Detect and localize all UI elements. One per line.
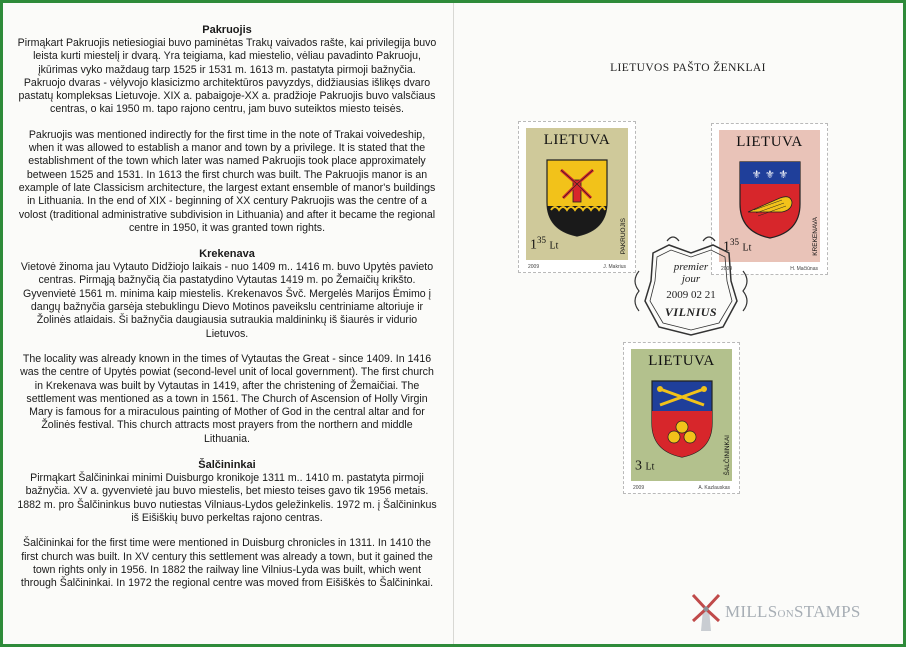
watermark-text-main: MILLS (725, 602, 778, 621)
page-title: LIETUVOS PAŠTO ŽENKLAI (610, 62, 766, 74)
watermark-text-end: STAMPS (794, 602, 861, 621)
pakruojis-coat-of-arms (545, 158, 609, 238)
heading-krekenava: Krekenava (199, 248, 255, 261)
salcininkai-en: Šalčininkai for the first time were mentioned in Duisburg chronicles in 1311. In 1410 the first church was built. In XV century this settlement was already a town, but it gained the town rights only in 1956. In 1882 the railway line Vilnius-Lyda was built, which went through Šalčininkai. In 1972 the regional centre was moved from Eišiškės to Šalčininkai. (20, 537, 434, 590)
center-fold (453, 3, 454, 644)
heading-pakruojis: Pakruojis (202, 24, 252, 36)
stamp-town-name: KREKENAVA (812, 217, 819, 256)
salcininkai-coat-of-arms (650, 379, 714, 459)
krekenava-coat-of-arms (738, 160, 802, 240)
postmark-date: 2009 02 21 (666, 289, 716, 301)
stamp-town-name: PAKRUOJIS (620, 217, 627, 254)
stamp-value: 3 Lt (635, 459, 655, 474)
millsonstamps-watermark (689, 589, 889, 633)
stamp-country: LIETUVA (736, 134, 803, 150)
stamp-town-name: ŠALČININKAI (724, 434, 731, 475)
svg-text:⚜ ⚜ ⚜: ⚜ ⚜ ⚜ (751, 168, 788, 181)
postmark-line2: jour (681, 273, 701, 285)
stamp-value: $1^{35}$ Lt (723, 237, 752, 255)
left-page-text (17, 23, 437, 590)
stamp-salcininkai (623, 342, 740, 494)
windmill-icon (689, 589, 723, 633)
stamp-country: LIETUVA (543, 132, 611, 148)
salcininkai-lt: Pirmąkart Šalčininkai minimi Duisburgo kronikoje 1311 m.. 1410 m. pastatyta pirmoji bažnyčia. XV a. gyvenvietė jau buvo miestelis, bet miesto teises gavo tik 1956 metais. 1882 m. pro Šalčininkus buvo nutiestas Vilniaus-Lydos geležinkelis. 1972 m. į Šalčininkus iš Eišiškių buvo perkeltas rajono centras. (17, 472, 437, 524)
stamp-year: 2009 (633, 485, 645, 491)
stamp-artist: A. Kazlauskas (698, 485, 730, 491)
postmark-city: VILNIUS (664, 305, 718, 319)
krekenava-en: The locality was already known in the times of Vytautas the Great - since 1409. In 1416 was the centre of Upytės powiat (second-level unit of local government). The first church in Krekenava was built by Vytautas in 1419, after the christening of Žemaičiai. The settlement was mentioned as a town in 1561. The Church of Ascension of Holly Virgin Mary is famous for a miraculous painting of Mother of God in the central altar and for Žolinės festival. This church attracts most prayers from the northern and middle Lithuania. (20, 352, 434, 445)
watermark-text-small: ON (777, 608, 794, 620)
stamp-year: 2009 (528, 264, 540, 270)
stamp-year: 2009 (721, 266, 733, 272)
pakruojis-en: Pakruojis was mentioned indirectly for the first time in the note of Trakai voivedeship, when it was allowed to establish a manor and town by a privilege. It is stated that the establishment of the town which later was named Pakruojis took place approximately between 1525 and 1531. In 1613 the first church was built. The Pakruojis manor is an example of late Classicism architecture, the largest extant ensemble of manor's buildings in Lithuania. In the end of XIX - beginning of XX century Pakruojis was the centre of a volost (traditional administrative subdivision in Lithuania) and after it became the regional centre in 1950, it was granted town rights. (18, 128, 436, 234)
stamp-country: LIETUVA (648, 353, 715, 369)
postmark-line1: premier (673, 261, 709, 273)
pakruojis-lt: Pirmąkart Pakruojis netiesiogiai buvo paminėtas Trakų vaivados rašte, kai privilegija buvo leista kurti miestelį ir dvarą. Yra teigiama, kad miestelio, vėliau pavadinto Pakruoju, įkūrimas vyko maždaug tarp 1525 ir 1531 m. 1613 m. pastatyta pirmoji bažnyčia. Pakruojo dvaras - vėlyvojo klasicizmo architektūros pavyzdys, didžiausias išlikęs dvaro pastatų kompleksas Lietuvoje. XIX a. pabaigoje-XX a. pradžioje Pakruojis buvo valsčiaus centras, o kai 1950 m. tapo rajono centru, jam buvo suteiktos miesto teisės. (17, 37, 437, 116)
stamp-artist: H. Mačiūnas (790, 266, 818, 272)
stamp-artist: J. Makrius (603, 264, 626, 270)
stamp-pakruojis (518, 121, 636, 273)
heading-salcininkai: Šalčininkai (198, 459, 256, 472)
krekenava-lt: Vietovė žinoma jau Vytauto Didžiojo laikais - nuo 1409 m.. 1416 m. buvo Upytės pavieto centras. Pirmąją bažnyčią čia pastatydino Vytautas 1419 m. po Žemaičių krikšto. Gyvenvietė 1561 m. minima kaip miestelis. Krekenavos Švč. Mergelės Marijos Ėmimo į dangų bažnyčia garsėja stebuklingu Dievo Motinos paveikslu centriniame altoriuje ir Žolinės atlaidais. Ši bažnyčia daugiausia sutraukia maldininkų iš šiaurės ir vidurio Lietuvos. (20, 261, 434, 340)
stamp-value: $1^{35}$ Lt (530, 235, 559, 253)
